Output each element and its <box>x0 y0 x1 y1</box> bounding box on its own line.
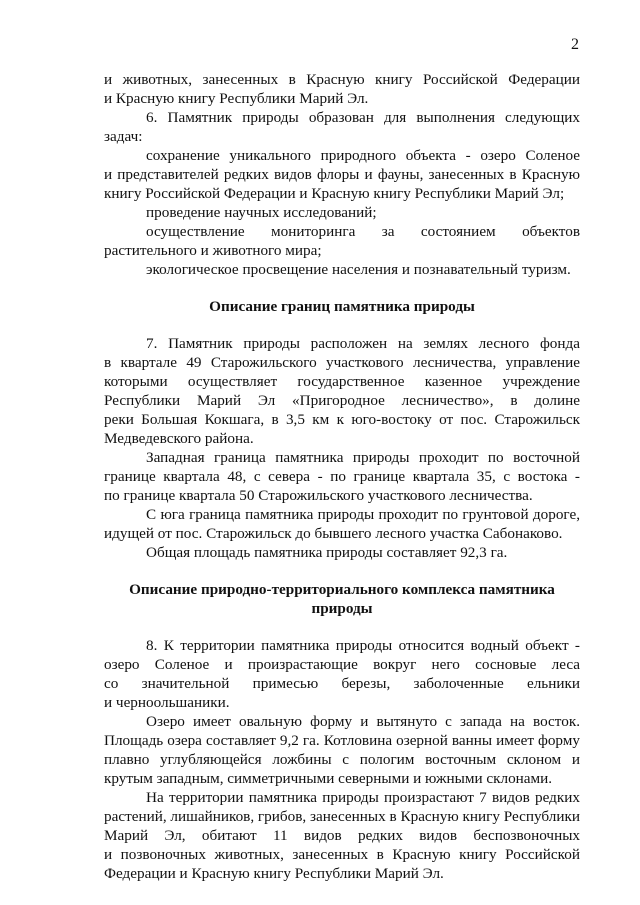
paragraph-west-boundary <box>104 448 580 505</box>
paragraph-species <box>104 788 580 883</box>
text-line: плавно углубляющейся ложбины с пологим восточным склоном и <box>104 751 580 768</box>
text-line: границе квартала 48, с севера - по границе квартала 35, с востока - <box>104 468 580 485</box>
text-line: Площадь озера составляет 9,2 га. Котловина озерной ванны имеет форму <box>104 732 580 749</box>
text-line: озеро Соленое и произрастающие вокруг него сосновые леса <box>104 656 580 673</box>
task-research <box>104 203 580 222</box>
text-line: Марий Эл, обитают 11 видов редких видов беспозвоночных <box>104 827 580 844</box>
text-line: и черноольшаники. <box>104 694 230 711</box>
text-line: Озеро имеет овальную форму и вытянуто с запада на восток. <box>146 713 580 730</box>
text-line: реки Большая Кокшага, в 3,5 км к юго-востоку от пос. Старожильск <box>104 411 580 428</box>
task-preservation <box>104 146 580 203</box>
text-line: Медведевского района. <box>104 430 254 447</box>
text-line: книгу Российской Федерации и Красную книгу Республики Марий Эл; <box>104 185 565 202</box>
paragraph-lake <box>104 712 580 788</box>
text-line: и позвоночных животных, занесенных в Красную книгу Российской <box>104 846 580 863</box>
text-line: экологическое просвещение населения и познавательный туризм. <box>146 261 571 278</box>
paragraph-south-boundary <box>104 505 580 543</box>
task-education <box>104 260 580 279</box>
text-line: крутым западным, симметричными северными и южными склонами. <box>104 770 553 787</box>
text-line: со значительной примесью березы, заболоченные ельники <box>104 675 580 692</box>
text-line: проведение научных исследований; <box>146 204 377 221</box>
text-line: 8. К территории памятника природы относится водный объект - <box>146 637 580 654</box>
text-line: и Красную книгу Республики Марий Эл. <box>104 90 369 107</box>
text-line: С юга граница памятника природы проходит по грунтовой дороге, <box>146 506 580 523</box>
section-heading-complex: Описание природно-территориального комплекса памятника <box>129 581 555 598</box>
document-body <box>104 70 580 883</box>
text-line: по границе квартала 50 Старожильского участкового лесничества. <box>104 487 533 504</box>
text-line: Западная граница памятника природы проходит по восточной <box>146 449 580 466</box>
text-line: которыми осуществляет государственное казенное учреждение <box>104 373 580 390</box>
text-line: Общая площадь памятника природы составляет 92,3 га. <box>146 544 508 561</box>
paragraph-8 <box>104 636 580 712</box>
text-line: сохранение уникального природного объекта - озеро Соленое <box>146 147 580 164</box>
text-line: Федерации и Красную книгу Республики Марий Эл. <box>104 865 444 882</box>
text-line: задач: <box>104 128 143 145</box>
paragraph-6 <box>104 108 580 146</box>
text-line: 7. Памятник природы расположен на землях лесного фонда <box>146 335 580 352</box>
text-line: идущей от пос. Старожильск до бывшего лесного участка Сабонаково. <box>104 525 563 542</box>
text-line: 6. Памятник природы образован для выполнения следующих <box>146 109 580 126</box>
paragraph-7 <box>104 334 580 448</box>
text-line: Республики Марий Эл «Пригородное лесничество», в долине <box>104 392 580 409</box>
page-number: 2 <box>571 36 579 53</box>
text-line: в квартале 49 Старожильского участкового лесничества, управление <box>104 354 580 371</box>
section-heading-boundaries: Описание границ памятника природы <box>209 298 475 315</box>
text-line: растений, лишайников, грибов, занесенных в Красную книгу Республики <box>104 808 580 825</box>
task-monitoring <box>104 222 580 260</box>
text-line: и животных, занесенных в Красную книгу Российской Федерации <box>104 71 580 88</box>
text-line: и представителей редких видов флоры и фауны, занесенных в Красную <box>104 166 580 183</box>
text-line: растительного и животного мира; <box>104 242 322 259</box>
section-heading-complex-cont: природы <box>311 600 373 617</box>
intro-paragraph-continuation <box>104 70 580 108</box>
text-line: осуществление мониторинга за состоянием объектов <box>146 223 580 240</box>
paragraph-total-area <box>104 543 580 562</box>
text-line: На территории памятника природы произрастают 7 видов редких <box>146 789 580 806</box>
